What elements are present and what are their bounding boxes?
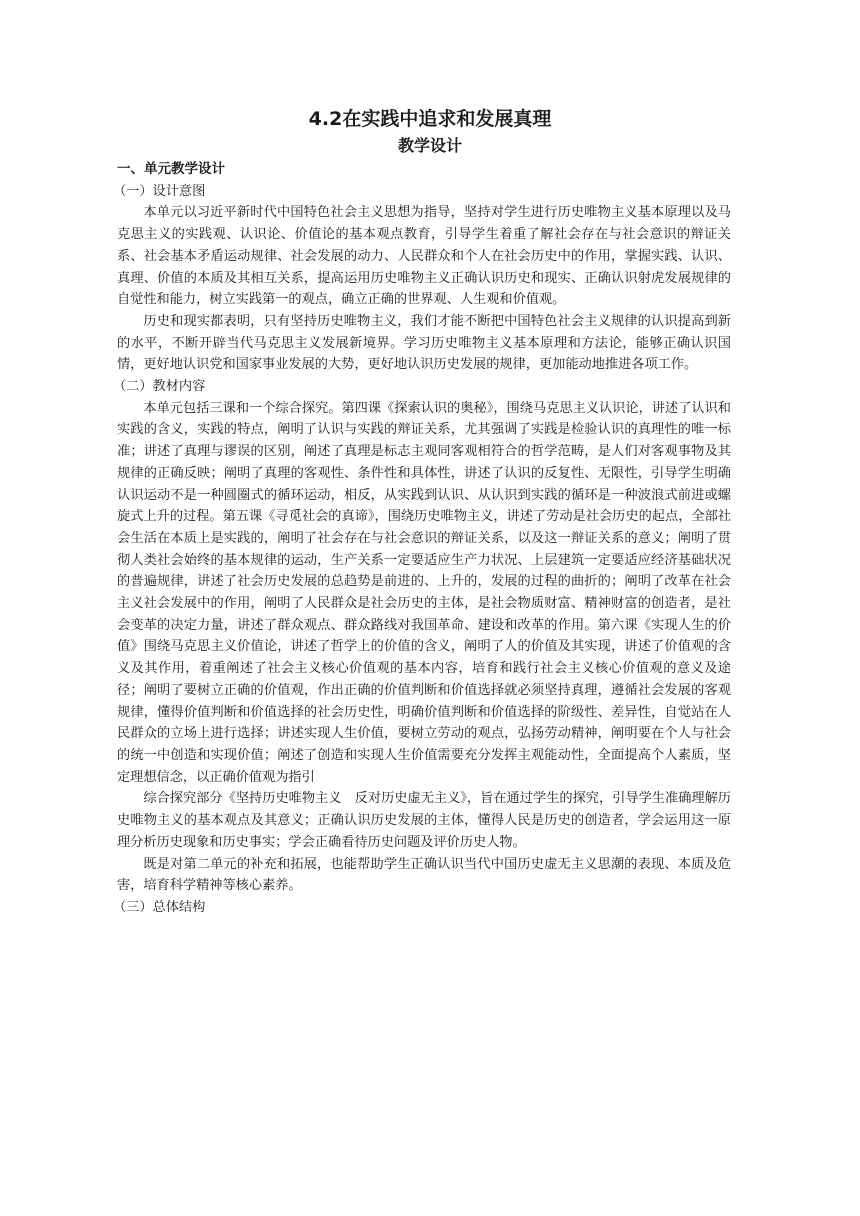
subsection-heading-content: （二）教材内容 [113,379,206,395]
subsection-heading-structure: （三）总体结构 [113,899,206,915]
paragraph: 历史和现实都表明，只有坚持历史唯物主义，我们才能不断把中国特色社会主义规律的认识提高到新的水平，不断开辟当代马克思主义发展新境界。学习历史唯物主义基本原理和方法论，能够正确认识国情，更好地认识党和国家事业发展的大势，更好地认识历史发展的规律，更加能动地推进各项工作。 [117,313,731,373]
paragraph: 本单元包括三课和一个综合探究。第四课《探索认识的奥秘》，围绕马克思主义认识论，讲述了认识和实践的含义，实践的特点，阐明了认识与实践的辩证关系，尤其强调了实践是检验认识的真理性的唯一标准；讲述了真理与谬误的区别，阐述了真理是标志主观同客观相符合的哲学范畴，是人们对客观事物及其规律的正确反映；阐明了真理的客观性、条件性和具体性，讲述了认识的反复性、无限性，引导学生明确认识运动不是一种圆圈式的循环运动，相反，从实践到认识、从认识到实践的循环是一种波浪式前进或螺旋式上升的过程。第五课《寻觅社会的真谛》，围绕历史唯物主义，讲述了劳动是社会历史的起点，全部社会生活在本质上是实践的，阐明了社会存在与社会意识的辩证关系，以及这一辩证关系的意义；阐明了贯彻人类社会始终的基本规律的运动，生产关系一定要适应生产力状况、上层建筑一定要适应经济基础状况的普遍规律，讲述了社会历史发展的总趋势是前进的、上升的，发展的过程的曲折的；阐明了改革在社会主义社会发展中的作用，阐明了人民群众是社会历史的主体，是社会物质财富、精神财富的创造者，是社会变革的决定力量，讲述了群众观点、群众路线对我国革命、建设和改革的作用。第六课《实现人生的价值》围绕马克思主义价值论，讲述了哲学上的价值的含义，阐明了人的价值及其实现，讲述了价值观的含义及其作用，着重阐述了社会主义核心价值观的基本内容，培育和践行社会主义核心价值观的意义及途径；阐明了要树立正确的价值观，作出正确的价值判断和价值选择就必须坚持真理，遵循社会发展的客观规律，懂得价值判断和价值选择的社会历史性，明确价值判断和价值选择的阶级性、差异性，自觉站在人民群众的立场上进行选择；讲述实现人生价值，要树立劳动的观点，弘扬劳动精神，阐明要在个人与社会的统一中创造和实现价值；阐述了创造和实现人生价值需要充分发挥主观能动性，全面提高个人素质，坚定理想信念，以正确价值观为指引 [117,400,731,785]
document-title: 4.2在实践中追求和发展真理 [308,108,552,130]
document-subtitle: 教学设计 [397,136,462,155]
subsection-heading-design-intent: （一）设计意图 [113,183,206,199]
paragraph: 本单元以习近平新时代中国特色社会主义思想为指导，坚持对学生进行历史唯物主义基本原理以及马克思主义的实践观、认识论、价值论的基本观点教育，引导学生着重了解社会存在与社会意识的辩证关系、社会基本矛盾运动规律、社会发展的动力、人民群众和个人在社会历史中的作用，掌握实践、认识、真理、价值的本质及其相互关系，提高运用历史唯物主义正确认识历史和现实、正确认识射虎发展规律的自觉性和能力，树立实践第一的观点，确立正确的世界观、人生观和价值观。 [117,205,731,308]
paragraph: 既是对第二单元的补充和拓展，也能帮助学生正确认识当代中国历史虚无主义思潮的表现、本质及危害，培育科学精神等核心素养。 [117,856,731,894]
section-heading-unit-design: 一、单元教学设计 [117,161,225,177]
paragraph: 综合探究部分《坚持历史唯物主义 反对历史虚无主义》，旨在通过学生的探究，引导学生准确理解历史唯物主义的基本观点及其意义；正确认识历史发展的主体，懂得人民是历史的创造者，学会运用这一原理分析历史现象和历史事实；学会正确看待历史问题及评价历史人物。 [117,791,731,850]
document-body [113,159,731,919]
